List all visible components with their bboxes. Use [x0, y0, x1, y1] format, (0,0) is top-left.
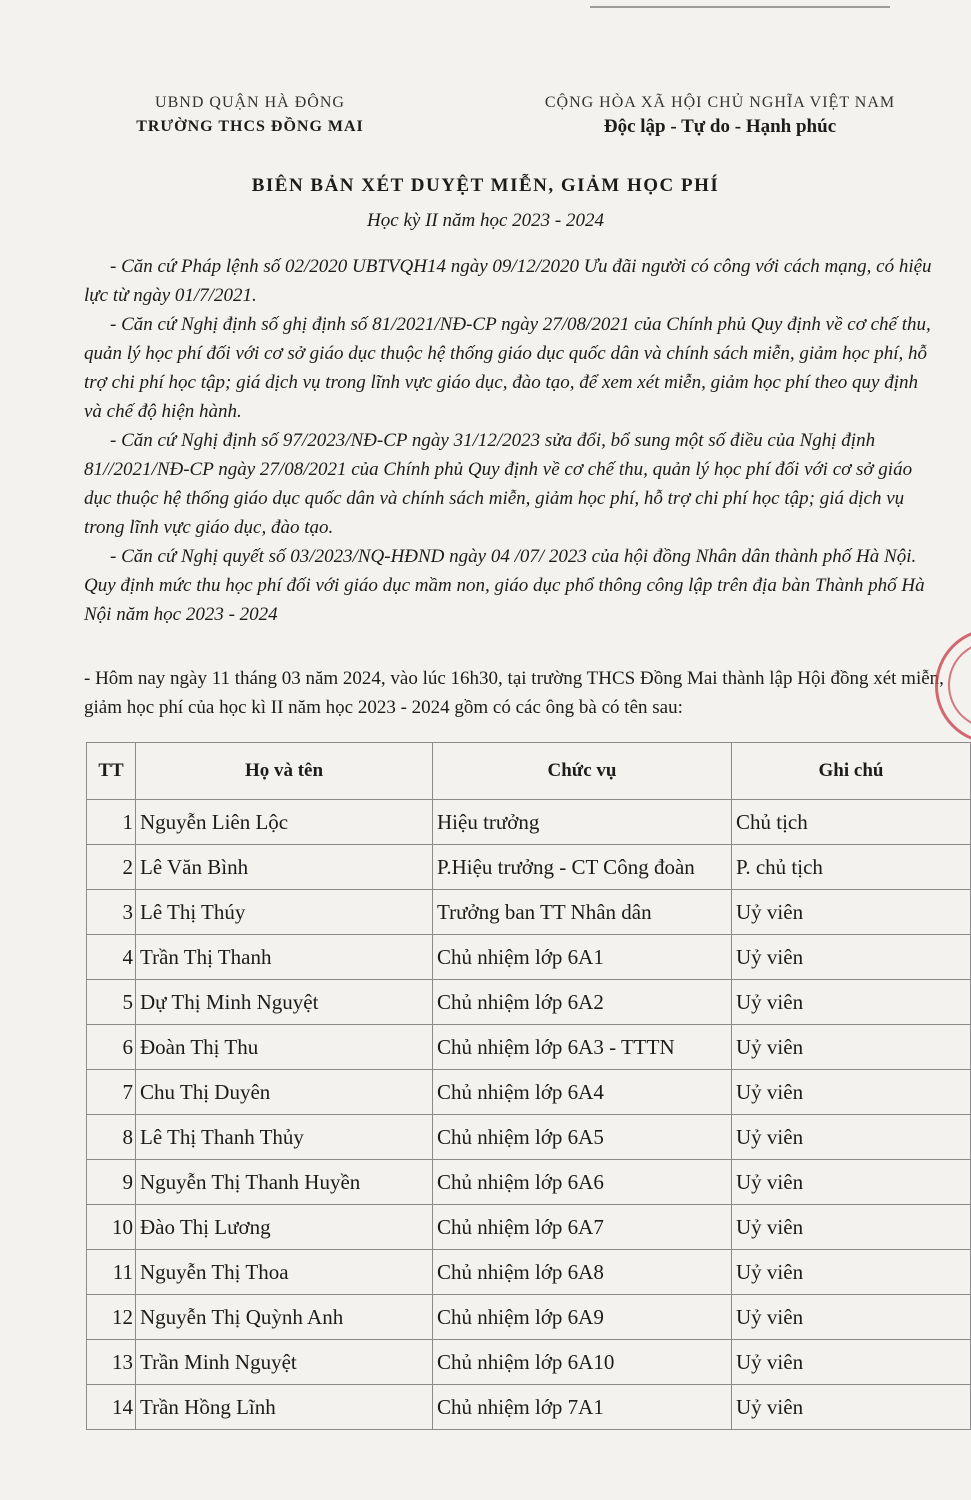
cell-note: Uỷ viên: [732, 1115, 971, 1160]
table-row: [87, 1340, 971, 1385]
cell-name: Trần Minh Nguyệt: [136, 1340, 433, 1385]
legal-basis: [84, 252, 934, 629]
cell-name: Nguyễn Thị Quỳnh Anh: [136, 1295, 433, 1340]
cell-tt: 12: [87, 1295, 136, 1340]
table-row: [87, 980, 971, 1025]
cell-note: Uỷ viên: [732, 1025, 971, 1070]
cell-name: Đoàn Thị Thu: [136, 1025, 433, 1070]
cell-note: Uỷ viên: [732, 1295, 971, 1340]
country-name: CỘNG HÒA XÃ HỘI CHỦ NGHĨA VIỆT NAM: [544, 94, 896, 111]
cell-name: Lê Thị Thanh Thủy: [136, 1115, 433, 1160]
basis-item: - Căn cứ Pháp lệnh số 02/2020 UBTVQH14 ngày 09/12/2020 Ưu đãi người có công với cách mạng, có hiệu lực từ ngày 01/7/2021.: [84, 256, 932, 306]
cell-role: Chủ nhiệm lớp 6A5: [433, 1115, 732, 1160]
issuer-block: [100, 94, 400, 136]
cell-role: Trưởng ban TT Nhân dân: [433, 890, 732, 935]
cell-note: Uỷ viên: [732, 1070, 971, 1115]
table-row: [87, 935, 971, 980]
cell-name: Trần Hồng Lĩnh: [136, 1385, 433, 1430]
table-row: [87, 1250, 971, 1295]
intro-text: - Hôm nay ngày 11 tháng 03 năm 2024, vào lúc 16h30, tại trường THCS Đồng Mai thành lập Hội đồng xét miễn, giảm học phí của học kì II năm học 2023 - 2024 gồm có các ông bà có tên sau:: [84, 668, 944, 718]
cell-note: Uỷ viên: [732, 935, 971, 980]
table-row: [87, 1205, 971, 1250]
cell-role: Chủ nhiệm lớp 7A1: [433, 1385, 732, 1430]
cell-role: Chủ nhiệm lớp 6A10: [433, 1340, 732, 1385]
cell-tt: 13: [87, 1340, 136, 1385]
cell-role: Hiệu trưởng: [433, 800, 732, 845]
cell-tt: 8: [87, 1115, 136, 1160]
cell-name: Lê Thị Thúy: [136, 890, 433, 935]
cell-name: Dự Thị Minh Nguyệt: [136, 980, 433, 1025]
cell-tt: 4: [87, 935, 136, 980]
school-name: TRƯỜNG THCS ĐỒNG MAI: [136, 118, 364, 135]
cell-role: Chủ nhiệm lớp 6A8: [433, 1250, 732, 1295]
table-row: [87, 1160, 971, 1205]
cell-name: Nguyễn Thị Thoa: [136, 1250, 433, 1295]
committee-table: [86, 742, 971, 1430]
meeting-intro: [84, 664, 964, 722]
cell-note: Uỷ viên: [732, 1385, 971, 1430]
cell-tt: 14: [87, 1385, 136, 1430]
table-row: [87, 890, 971, 935]
cell-name: Đào Thị Lương: [136, 1205, 433, 1250]
document-subtitle: Học kỳ II năm học 2023 - 2024: [367, 210, 604, 231]
cell-tt: 2: [87, 845, 136, 890]
cell-note: Uỷ viên: [732, 1250, 971, 1295]
cell-tt: 5: [87, 980, 136, 1025]
table-row: [87, 1115, 971, 1160]
col-header-name: Họ và tên: [136, 743, 433, 800]
table-header-row: [87, 743, 971, 800]
national-motto-block: [520, 94, 920, 138]
cell-tt: 3: [87, 890, 136, 935]
table-row: [87, 1070, 971, 1115]
cell-tt: 11: [87, 1250, 136, 1295]
cell-name: Chu Thị Duyên: [136, 1070, 433, 1115]
cell-tt: 10: [87, 1205, 136, 1250]
col-header-note: Ghi chú: [732, 743, 971, 800]
cell-name: Nguyễn Liên Lộc: [136, 800, 433, 845]
table-row: [87, 1295, 971, 1340]
cell-note: Uỷ viên: [732, 980, 971, 1025]
cell-tt: 6: [87, 1025, 136, 1070]
district-name: UBND QUẬN HÀ ĐÔNG: [155, 94, 345, 111]
basis-item: - Căn cứ Nghị định số 97/2023/NĐ-CP ngày 31/12/2023 sửa đổi, bổ sung một số điều của Nghị định 81//2021/NĐ-CP ngày 27/08/2021 của Chính phủ Quy định về cơ chế thu, quản lý học phí đối với cơ sở giáo dục thuộc hệ thống giáo dục quốc dân và chính sách miễn, giảm học phí, hỗ trợ chi phí học tập; giá dịch vụ trong lĩnh vực giáo dục, đào tạo.: [84, 430, 913, 538]
cell-name: Lê Văn Bình: [136, 845, 433, 890]
col-header-tt: TT: [87, 743, 136, 800]
cell-role: Chủ nhiệm lớp 6A1: [433, 935, 732, 980]
table-row: [87, 1025, 971, 1070]
cell-tt: 9: [87, 1160, 136, 1205]
cell-name: Nguyễn Thị Thanh Huyền: [136, 1160, 433, 1205]
col-header-role: Chức vụ: [433, 743, 732, 800]
cell-tt: 1: [87, 800, 136, 845]
cell-role: Chủ nhiệm lớp 6A6: [433, 1160, 732, 1205]
cell-role: Chủ nhiệm lớp 6A3 - TTTN: [433, 1025, 732, 1070]
basis-item: - Căn cứ Nghị định số ghị định số 81/2021/NĐ-CP ngày 27/08/2021 của Chính phủ Quy định về cơ chế thu, quản lý học phí đối với cơ sở giáo dục thuộc hệ thống giáo dục quốc dân và chính sách miễn, giảm học phí, hỗ trợ chi phí học tập; giá dịch vụ trong lĩnh vực giáo dục, đào tạo, để xem xét miễn, giảm học phí theo quy định và chế độ hiện hành.: [84, 314, 931, 422]
table-row: [87, 1385, 971, 1430]
basis-item: - Căn cứ Nghị quyết số 03/2023/NQ-HĐND ngày 04 /07/ 2023 của hội đồng Nhân dân thành phố Hà Nội. Quy định mức thu học phí đối với giáo dục mầm non, giáo dục phổ thông công lập trên địa bàn Thành phố Hà Nội năm học 2023 - 2024: [84, 546, 925, 625]
cell-role: Chủ nhiệm lớp 6A9: [433, 1295, 732, 1340]
table-row: [87, 845, 971, 890]
cell-note: Uỷ viên: [732, 1205, 971, 1250]
cell-note: Uỷ viên: [732, 890, 971, 935]
cell-role: Chủ nhiệm lớp 6A2: [433, 980, 732, 1025]
cell-note: Uỷ viên: [732, 1340, 971, 1385]
top-edge-line: [590, 0, 890, 8]
table-row: [87, 800, 971, 845]
cell-tt: 7: [87, 1070, 136, 1115]
cell-role: Chủ nhiệm lớp 6A4: [433, 1070, 732, 1115]
motto: Độc lập - Tự do - Hạnh phúc: [603, 116, 837, 137]
cell-role: P.Hiệu trưởng - CT Công đoàn: [433, 845, 732, 890]
cell-role: Chủ nhiệm lớp 6A7: [433, 1205, 732, 1250]
cell-note: Uỷ viên: [732, 1160, 971, 1205]
cell-note: Chủ tịch: [732, 800, 971, 845]
cell-name: Trần Thị Thanh: [136, 935, 433, 980]
cell-note: P. chủ tịch: [732, 845, 971, 890]
document-title: BIÊN BẢN XÉT DUYỆT MIỄN, GIẢM HỌC PHÍ: [251, 175, 720, 196]
